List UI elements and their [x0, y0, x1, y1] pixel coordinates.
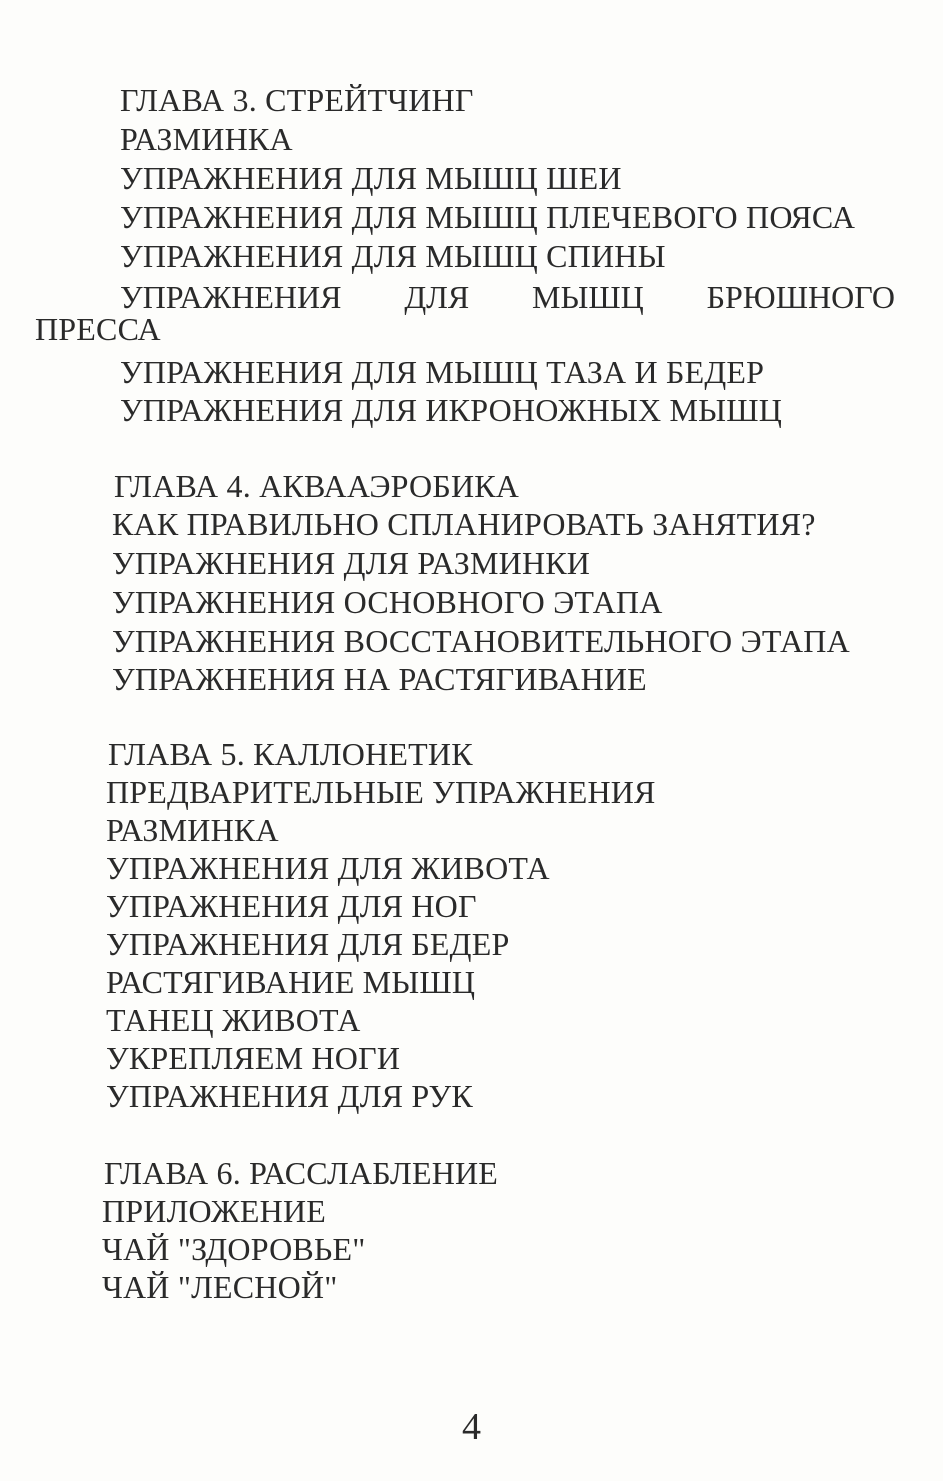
chapter-6-title: ГЛАВА 6. РАССЛАБЛЕНИЕ [104, 1155, 499, 1191]
toc-entry: УПРАЖНЕНИЯ ДЛЯ БЕДЕР [106, 926, 510, 962]
word: МЫШЦ [532, 279, 644, 315]
toc-entry: РАЗМИНКА [120, 121, 293, 157]
word: ДЛЯ [404, 279, 470, 315]
toc-entry: УПРАЖНЕНИЯ ВОССТАНОВИТЕЛЬНОГО ЭТАПА [112, 623, 850, 659]
toc-entry: УПРАЖНЕНИЯ ДЛЯ РАЗМИНКИ [112, 545, 591, 581]
word: БРЮШНОГО [706, 279, 895, 315]
toc-entry: ПРЕДВАРИТЕЛЬНЫЕ УПРАЖНЕНИЯ [106, 774, 656, 810]
toc-entry: УКРЕПЛЯЕМ НОГИ [106, 1040, 401, 1076]
toc-entry: УПРАЖНЕНИЯ ДЛЯ МЫШЦ ТАЗА И БЕДЕР [120, 354, 765, 390]
toc-entry: ПРИЛОЖЕНИЕ [102, 1193, 327, 1229]
toc-entry: УПРАЖНЕНИЯ НА РАСТЯГИВАНИЕ [112, 661, 647, 697]
toc-entry-wrap: ПРЕССА [35, 311, 161, 347]
toc-entry: УПРАЖНЕНИЯ ДЛЯ МЫШЦ ШЕИ [120, 160, 622, 196]
word: УПРАЖНЕНИЯ [120, 279, 342, 315]
toc-entry: УПРАЖНЕНИЯ ДЛЯ МЫШЦ СПИНЫ [120, 238, 666, 274]
toc-entry: УПРАЖНЕНИЯ ДЛЯ МЫШЦ ПЛЕЧЕВОГО ПОЯСА [120, 199, 856, 235]
toc-entry: ЧАЙ "ЗДОРОВЬЕ" [102, 1231, 366, 1267]
toc-entry: УПРАЖНЕНИЯ ДЛЯ ИКРОНОЖНЫХ МЫШЦ [120, 392, 783, 428]
page-number: 4 [462, 1406, 481, 1448]
toc-entry: УПРАЖНЕНИЯ ОСНОВНОГО ЭТАПА [112, 584, 663, 620]
chapter-3-title: ГЛАВА 3. СТРЕЙТЧИНГ [120, 82, 474, 118]
toc-entry-justified [120, 278, 895, 316]
toc-entry: УПРАЖНЕНИЯ ДЛЯ РУК [106, 1078, 473, 1114]
chapter-5-title: ГЛАВА 5. КАЛЛОНЕТИК [108, 736, 473, 772]
toc-entry: РАСТЯГИВАНИЕ МЫШЦ [106, 964, 476, 1000]
toc-entry: УПРАЖНЕНИЯ ДЛЯ НОГ [106, 888, 477, 924]
toc-entry: ТАНЕЦ ЖИВОТА [106, 1002, 361, 1038]
toc-entry: КАК ПРАВИЛЬНО СПЛАНИРОВАТЬ ЗАНЯТИЯ? [112, 506, 816, 542]
toc-entry: РАЗМИНКА [106, 812, 279, 848]
toc-entry: УПРАЖНЕНИЯ ДЛЯ ЖИВОТА [106, 850, 550, 886]
chapter-4-title: ГЛАВА 4. АКВААЭРОБИКА [114, 468, 520, 504]
toc-entry: ЧАЙ "ЛЕСНОЙ" [102, 1269, 338, 1305]
